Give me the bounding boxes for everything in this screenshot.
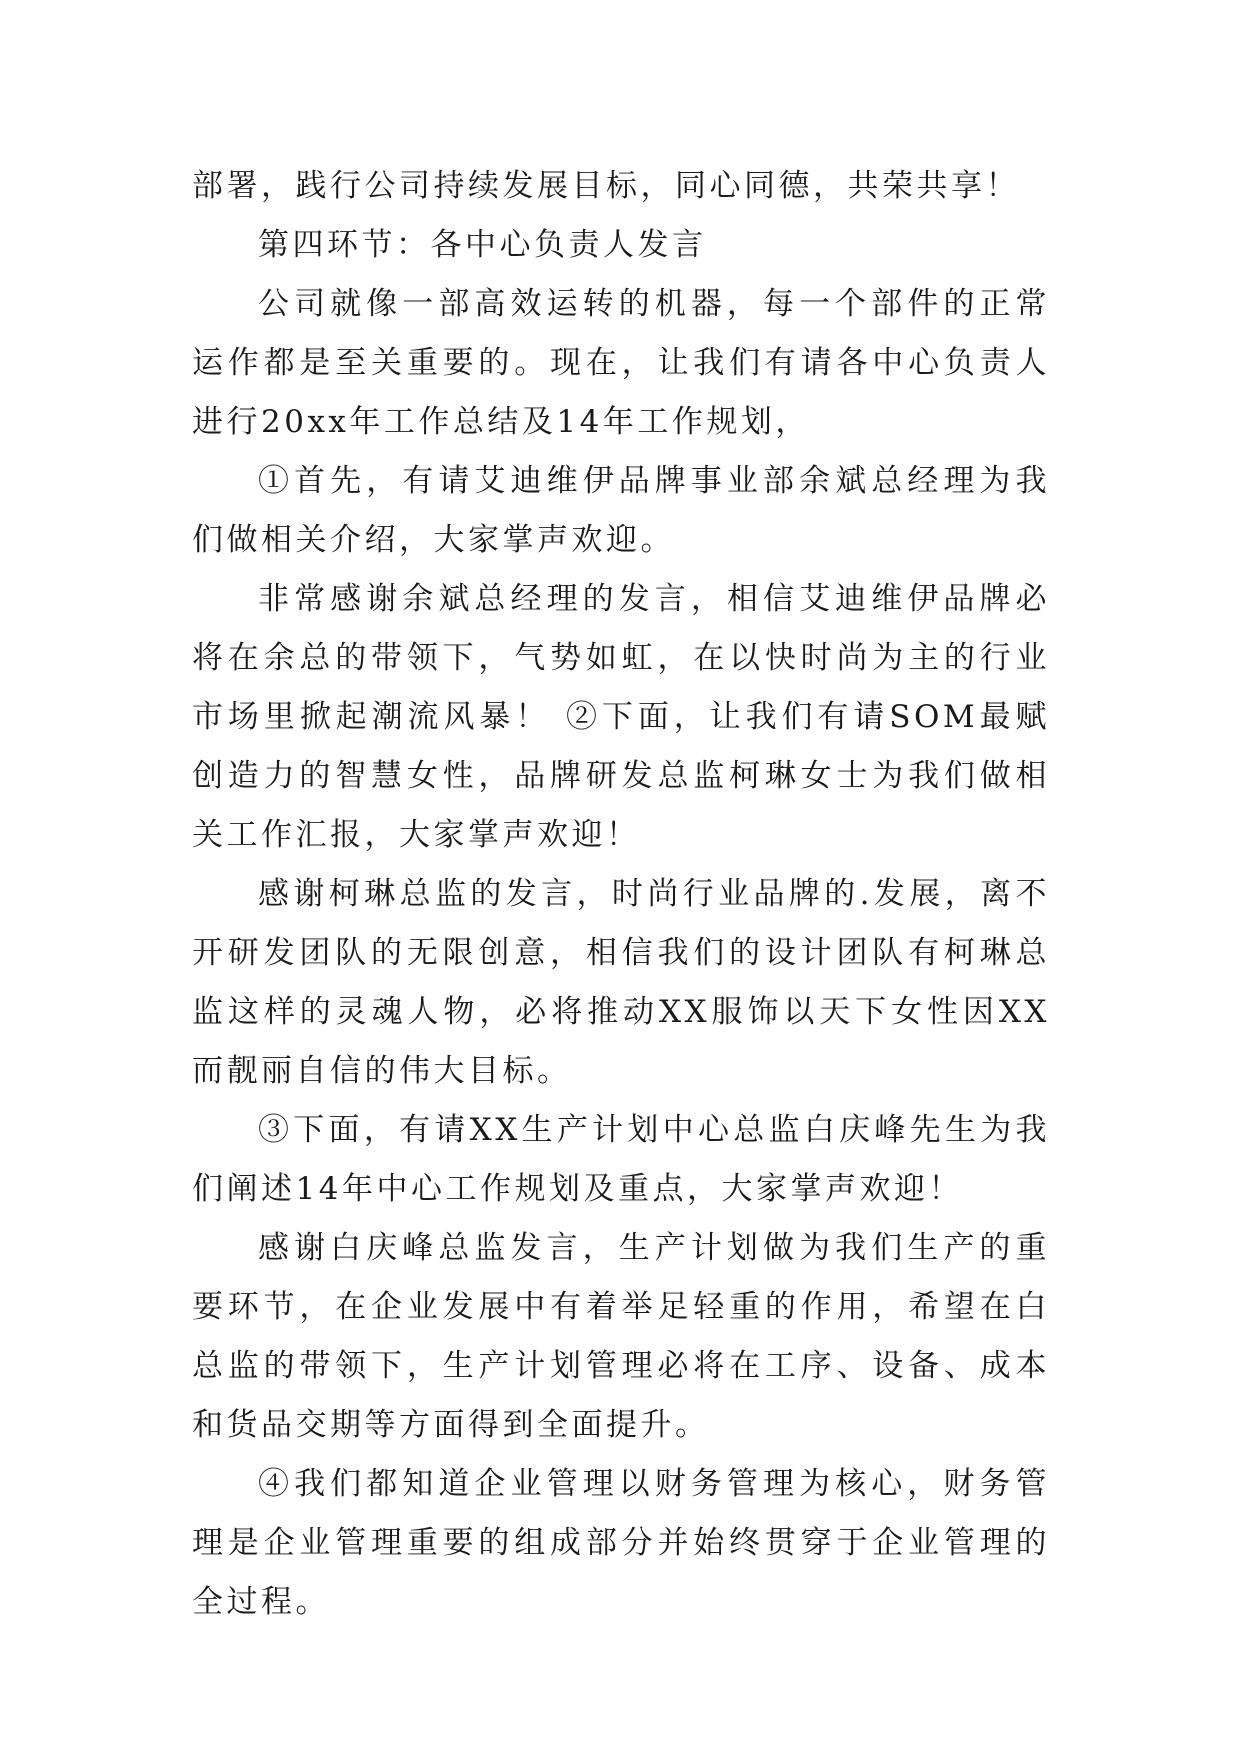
paragraph: 感谢白庆峰总监发言，生产计划做为我们生产的重要环节，在企业发展中有着举足轻重的作用，希望在白总监的带领下，生产计划管理必将在工序、设备、成本和货品交期等方面得到全面提升。 (192, 1230, 1050, 1443)
paragraph: ①首先，有请艾迪维伊品牌事业部余斌总经理为我们做相关介绍，大家掌声欢迎。 (192, 463, 1050, 558)
paragraph-continuation: 部署，践行公司持续发展目标，同心同德，共荣共享！ (192, 168, 1020, 204)
paragraph: 感谢柯琳总监的发言，时尚行业品牌的.发展，离不开研发团队的无限创意，相信我们的设计团队有柯琳总监这样的灵魂人物，必将推动XX服饰以天下女性因XX而靓丽自信的伟大目标。 (192, 876, 1050, 1089)
paragraph: 非常感谢余斌总经理的发言，相信艾迪维伊品牌必将在余总的带领下，气势如虹，在以快时尚为主的行业市场里掀起潮流风暴！ ②下面，让我们有请SOM最赋创造力的智慧女性，品牌研发总监柯琳女士为我们做相关工作汇报，大家掌声欢迎！ (192, 581, 1050, 853)
section-heading: 第四环节：各中心负责人发言 (258, 227, 707, 263)
paragraph: ④我们都知道企业管理以财务管理为核心，财务管理是企业管理重要的组成部分并始终贯穿于企业管理的全过程。 (192, 1466, 1050, 1620)
document-body (192, 157, 1050, 1632)
paragraph: ③下面，有请XX生产计划中心总监白庆峰先生为我们阐述14年中心工作规划及重点，大家掌声欢迎！ (192, 1112, 1050, 1207)
paragraph: 公司就像一部高效运转的机器，每一个部件的正常运作都是至关重要的。现在，让我们有请各中心负责人进行20xx年工作总结及14年工作规划， (192, 286, 1050, 440)
